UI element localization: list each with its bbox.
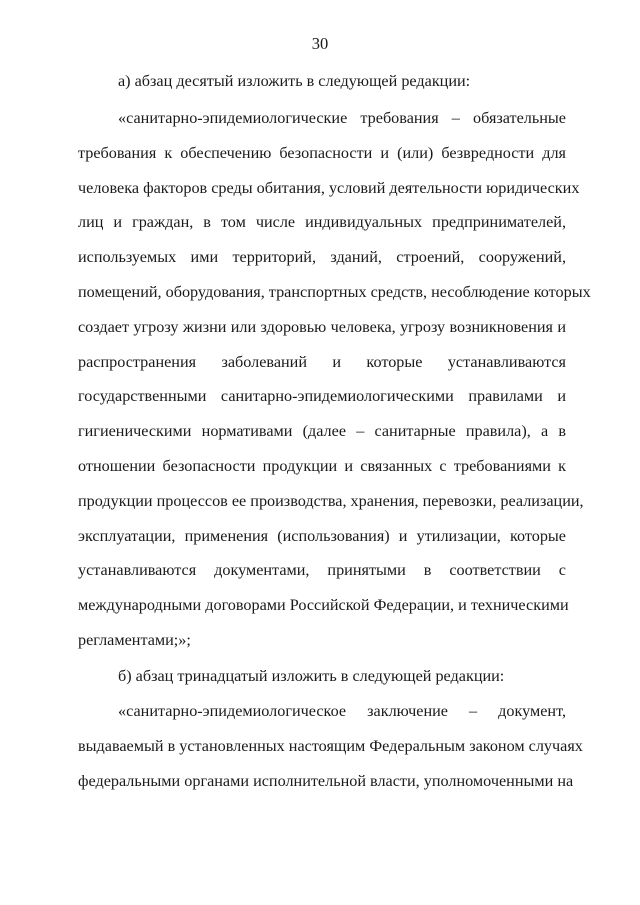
page-number: 30 [311,34,329,53]
section-a [78,64,566,99]
paragraph-line: создает угрозу жизни или здоровью человека, угрозу возникновения и [78,317,566,336]
paragraph-line: устанавливаются документами, принятыми в соответствии с [78,561,566,580]
paragraph-line: регламентами;»; [78,630,191,649]
paragraph-line: лиц и граждан, в том числе индивидуальных предпринимателей, [78,213,566,232]
section-b-paragraph [78,694,583,798]
section-a-heading: а) абзац десятый изложить в следующей редакции: [118,72,471,90]
paragraph-line: «санитарно-эпидемиологическое заключение – документ, [118,702,566,720]
paragraph-line: используемых ими территорий, зданий, строений, сооружений, [78,248,566,267]
section-b-heading: б) абзац тринадцатый изложить в следующей редакции: [118,667,505,685]
paragraph-line: продукции процессов ее производства, хранения, перевозки, реализации, [78,491,584,510]
paragraph-line: помещений, оборудования, транспортных средств, несоблюдение которых [78,282,591,301]
paragraph-line: федеральными органами исполнительной власти, уполномоченными на [78,771,574,790]
paragraph-line: «санитарно-эпидемиологические требования – обязательные [118,109,566,127]
section-b [78,659,566,694]
paragraph-line: выдаваемый в установленных настоящим Федеральным законом случаях [78,736,583,755]
section-a-paragraph [78,101,591,658]
paragraph-line: отношении безопасности продукции и связанных с требованиями к [78,456,566,475]
paragraph-line: человека факторов среды обитания, условий деятельности юридических [78,178,580,197]
paragraph-line: международными договорами Российской Федерации, и техническими [78,596,569,615]
paragraph-line: гигиеническими нормативами (далее – санитарные правила), а в [78,422,566,441]
paragraph-line: эксплуатации, применения (использования) и утилизации, которые [78,526,566,545]
paragraph-line: требования к обеспечению безопасности и (или) безвредности для [78,143,566,162]
paragraph-line: распространения заболеваний и которые устанавливаются [78,352,566,371]
paragraph-line: государственными санитарно-эпидемиологическими правилами и [78,387,566,406]
